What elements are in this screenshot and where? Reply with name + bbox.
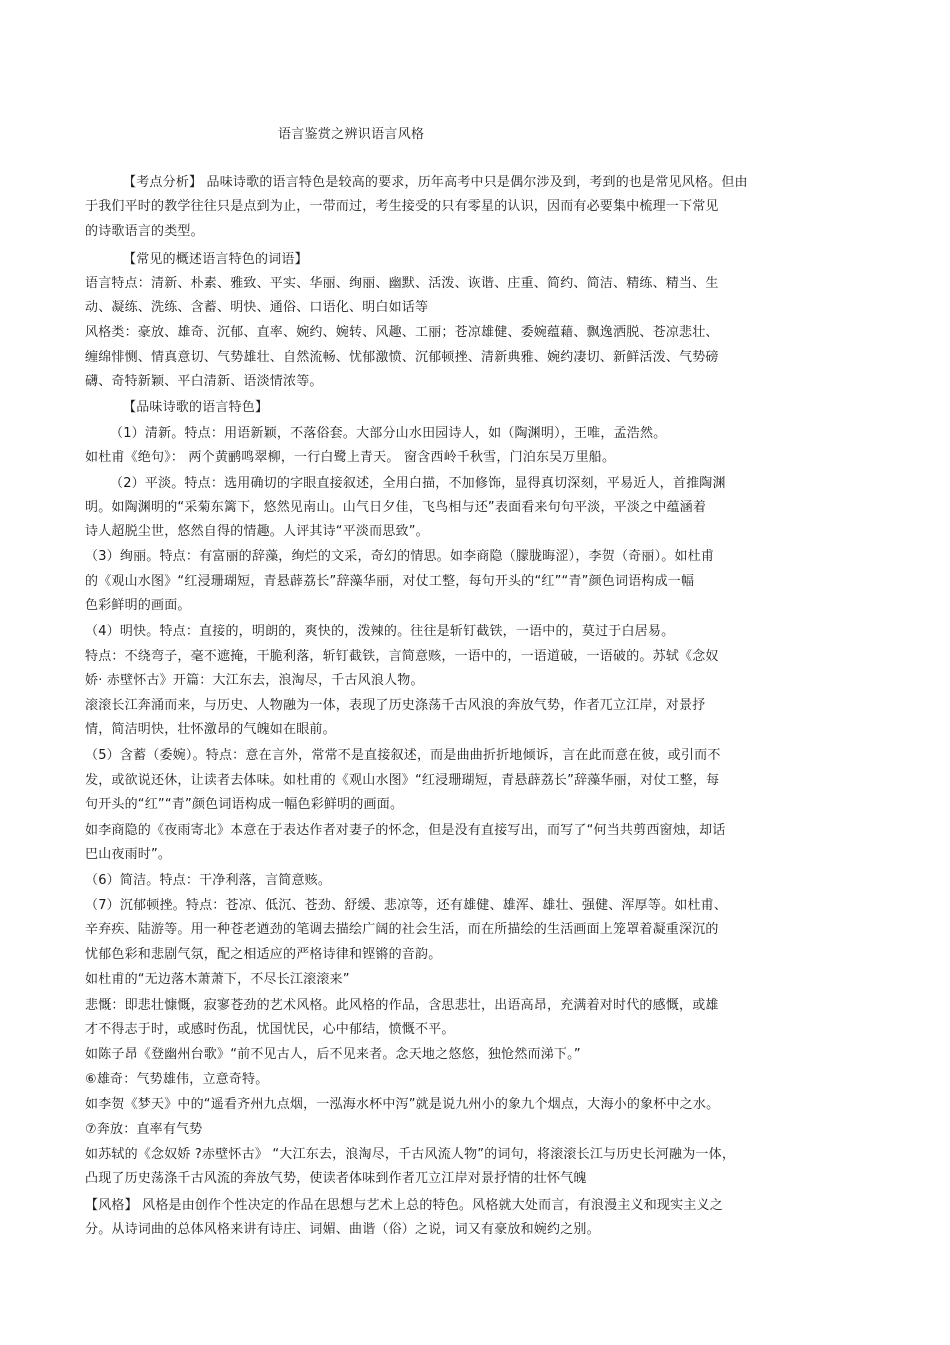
paragraph-line: 分。从诗词曲的总体风格来讲有诗庄、词媚、曲谐（俗）之说，词又有豪放和婉约之别。 [85,1222,600,1237]
paragraph-line: 凸现了历史荡涤千古风流的奔放气势，使读者体味到作者兀立江岸对景抒情的壮怀气魄 [85,1171,587,1186]
paragraph-line: 缠绵悱恻、情真意切、气势雄壮、自然流畅、忧郁激愤、沉郁顿挫、清新典雅、婉约凄切、新鲜活泼、气势磅 [85,350,719,365]
section-heading: 【常见的概述语言特色的词语】 [123,252,308,267]
paragraph-line: 如杜甫的“无边落木萧萧下，不尽长江滚滚来” [85,972,350,987]
paragraph-line: 发，或欲说还休，让读者去体味。如杜甫的《观山水图》“红浸珊瑚短，青悬薜荔长”辞藻华丽，对仗工整，每 [85,773,720,788]
paragraph-line: 忧郁色彩和悲剧气氛，配之相适应的严格诗律和铿锵的音韵。 [85,947,442,962]
paragraph-line: 娇· 赤壁怀古》开篇：大江东去，浪淘尽，千古风浪人物。 [85,673,424,688]
paragraph-line: 如苏轼的《念奴娇 ?赤壁怀古》 “大江东去，浪淘尽，千古风流人物”的词句，将滚滚长江与历史长河融为一体， [85,1147,736,1162]
paragraph-line: （3）绚丽。特点：有富丽的辞藻，绚烂的文采，奇幻的情思。如李商隐（朦胧晦涩），李贺（奇丽）。如杜甫 [85,549,715,564]
paragraph-line: 情，简洁明快，壮怀激昂的气魄如在眼前。 [85,722,336,737]
paragraph-line: 诗人超脱尘世，悠然自得的情趣。人评其诗“平淡而思致”。 [85,524,429,539]
paragraph-line: 滚滚长江奔涌而来，与历史、人物融为一体，表现了历史涤荡千古风浪的奔放气势，作者兀立江岸，对景抒 [85,698,706,713]
paragraph-line: 明。如陶渊明的“采菊东篱下，悠然见南山。山气日夕佳，飞鸟相与还”表面看来句句平淡，平淡之中蕴涵着 [85,500,707,515]
paragraph-line: 礴、奇特新颖、平白清新、语淡情浓等。 [85,374,323,389]
paragraph-line: 辛弃疾、陆游等。用一种苍老遒劲的笔调去描绘广阔的社会生活，而在所描绘的生活画面上笼罩着凝重深沉的 [85,922,719,937]
paragraph-line: 【风格】 风格是由创作个性决定的作品在思想与艺术上总的特色。风格就大处而言，有浪漫主义和现实主义之 [85,1198,723,1213]
paragraph-line: 的《观山水图》“红浸珊瑚短，青悬薜荔长”辞藻华丽，对仗工整，每句开头的“红”“青”颜色词语构成一幅 [85,574,695,589]
paragraph-line: 才不得志于时，或感时伤乱，忧国忧民，心中郁结，愤慨不平。 [85,1022,455,1037]
paragraph-line: （4）明快。特点：直接的，明朗的，爽快的，泼辣的。往往是斩钉截铁，一语中的，莫过于白居易。 [85,624,675,639]
paragraph-line: ⑥雄奇：气势雄伟，立意奇特。 [85,1072,269,1087]
paragraph-line: 语言特点：清新、朴素、雅致、平实、华丽、绚丽、幽默、活泼、诙谐、庄重、简约、简洁、精练、精当、生 [85,276,719,291]
paragraph-line: ⑦奔放：直率有气势 [85,1122,203,1137]
paragraph-line: （6）简洁。特点：干净利落，言简意赅。 [85,873,332,888]
paragraph-line: （2）平淡。特点：选用确切的字眼直接叙述，全用白描，不加修饰，显得真切深刻，平易近人，首推陶渊 [110,476,726,491]
paragraph-line: （7）沉郁顿挫。特点：苍凉、低沉、苍劲、舒缓、悲凉等，还有雄健、雄浑、雄壮、强健、浑厚等。如杜甫、 [85,898,728,913]
paragraph-line: 动、凝练、洗练、含蓄、明快、通俗、口语化、明白如话等 [85,300,429,315]
paragraph-line: 【考点分析】 品味诗歌的语言特色是较高的要求，历年高考中只是偶尔涉及到，考到的也是常见风格。但由 [123,175,748,190]
paragraph-line: 巴山夜雨时”。 [85,847,172,862]
paragraph-line: 如李贺《梦天》中的“遥看齐州九点烟，一泓海水杯中泻”就是说九州小的象九个烟点，大海小的象杯中之水。 [85,1097,720,1112]
paragraph-line: 色彩鲜明的画面。 [85,598,191,613]
paragraph-line: 的诗歌语言的类型。 [85,224,204,239]
paragraph-line: 悲慨：即悲壮慷慨，寂寥苍劲的艺术风格。此风格的作品，含思悲壮，出语高昂，充满着对时代的感慨，或雄 [85,998,719,1013]
paragraph-line: 句开头的“红”“青”颜色词语构成一幅色彩鲜明的画面。 [85,797,404,812]
paragraph-line: 如陈子昂《登幽州台歌》“前不见古人，后不见来者。念天地之悠悠，独怆然而涕下。” [85,1047,581,1062]
paragraph-line: 如李商隐的《夜雨寄北》本意在于表达作者对妻子的怀念，但是没有直接写出，而写了“何当共剪西窗烛，却话 [85,823,726,838]
paragraph-line: 如杜甫《绝句》： 两个黄鹂鸣翠柳，一行白鹭上青天。 窗含西岭千秋雪，门泊东吴万里船。 [85,450,616,465]
section-heading: 【品味诗歌的语言特色】 [123,400,269,415]
paragraph-line: 特点：不绕弯子，毫不遮掩，干脆利落，斩钉截铁，言简意赅，一语中的，一语道破，一语破的。苏轼《念奴 [85,649,719,664]
paragraph-line: （5）含蓄（委婉）。特点：意在言外，常常不是直接叙述，而是曲曲折折地倾诉，言在此而意在彼，或引而不 [85,748,721,763]
paragraph-line: 风格类：豪放、雄奇、沉郁、直率、婉约、婉转、风趣、工丽；苍凉雄健、委婉蕴藉、飘逸洒脱、苍凉悲壮、 [85,325,719,340]
paragraph-line: 于我们平时的教学往往只是点到为止，一带而过，考生接受的只有零星的认识，因而有必要集中梳理一下常见 [85,199,719,214]
paragraph-line: （1）清新。特点：用语新颖，不落俗套。大部分山水田园诗人，如（陶渊明），王唯，孟浩然。 [110,426,667,441]
document-title: 语言鉴赏之辨识语言风格 [278,127,425,142]
